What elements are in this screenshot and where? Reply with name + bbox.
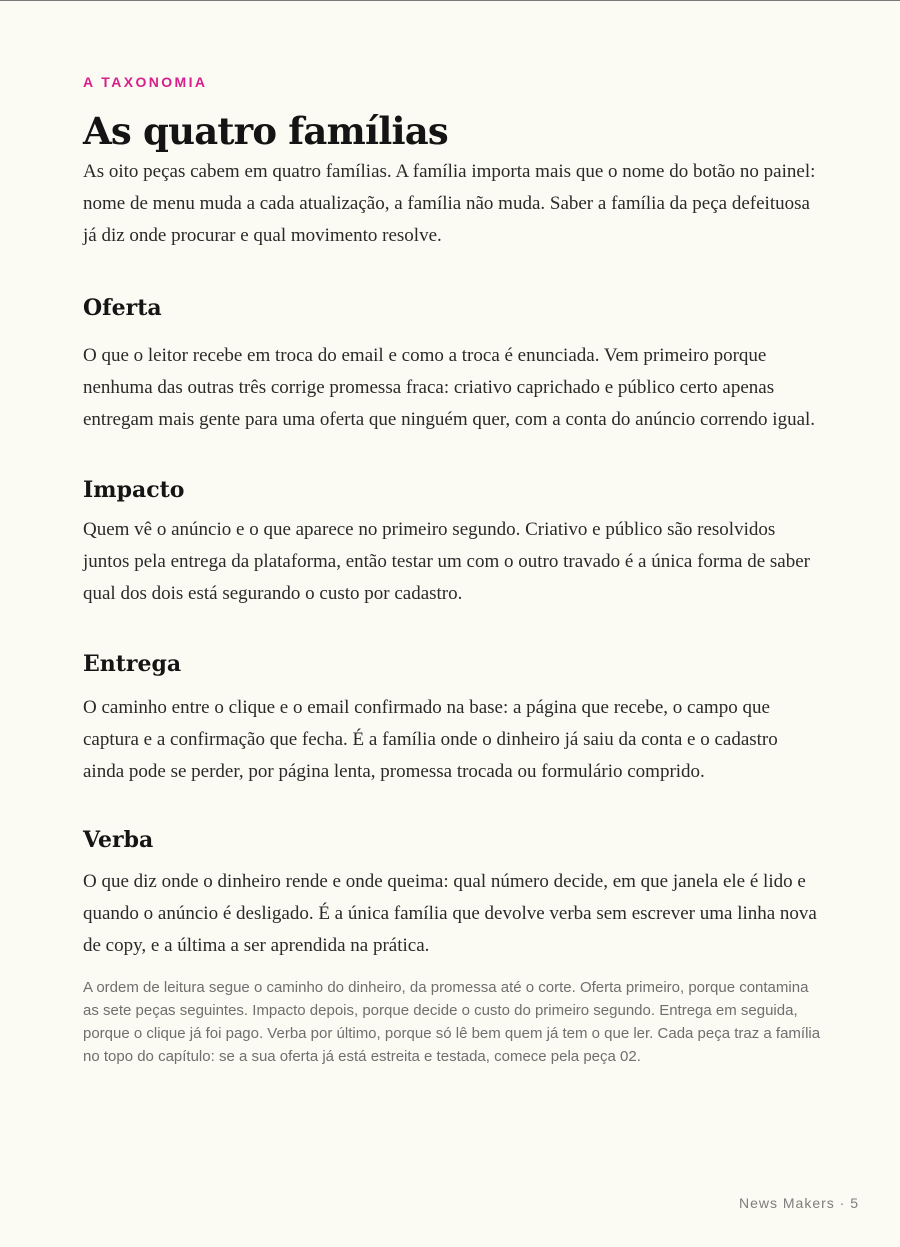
section-eyebrow: A TAXONOMIA: [83, 74, 208, 90]
section-body-impacto: Quem vê o anúncio e o que aparece no primeiro segundo. Criativo e público são resolvidos juntos pela entrega da plataforma, então testar um com o outro travado é a única forma de saber qual dos dois está segurando o custo por cadastro.: [83, 519, 810, 604]
section-heading-impacto: Impacto: [83, 477, 185, 503]
section-body-verba: O que diz onde o dinheiro rende e onde queima: qual número decide, em que janela ele é lido e quando o anúncio é desligado. É a única família que devolve verba sem escrever uma linha nova de copy, e a última a ser aprendida na prática.: [83, 871, 817, 956]
section-heading-verba: Verba: [83, 827, 154, 853]
top-rule: [0, 0, 900, 1]
reading-order-note: A ordem de leitura segue o caminho do dinheiro, da promessa até o corte. Oferta primeiro, porque contamina as sete peças seguintes. Impacto depois, porque decide o custo do primeiro segundo. Entrega em seguida, porque o clique já foi pago. Verba por último, porque só lê bem quem já tem o que ler. Cada peça traz a família no topo do capítulo: se a sua oferta já está estreita e testada, comece pela peça 02.: [83, 979, 821, 1065]
section-body-oferta: O que o leitor recebe em troca do email e como a troca é enunciada. Vem primeiro porque nenhuma das outras três corrige promessa fraca: criativo caprichado e público certo apenas entregam mais gente para uma oferta que ninguém quer, com a conta do anúncio correndo igual.: [83, 345, 816, 430]
section-body-entrega: O caminho entre o clique e o email confirmado na base: a página que recebe, o campo que captura e a confirmação que fecha. É a família onde o dinheiro já saiu da conta e o cadastro ainda pode se perder, por página lenta, promessa trocada ou formulário comprido.: [83, 697, 778, 782]
section-heading-entrega: Entrega: [83, 651, 182, 677]
page-footer: News Makers · 5: [738, 1195, 859, 1211]
section-heading-oferta: Oferta: [83, 295, 162, 321]
page-title: As quatro famílias: [83, 109, 448, 153]
intro-paragraph: As oito peças cabem em quatro famílias. A família importa mais que o nome do botão no painel: nome de menu muda a cada atualização, a família não muda. Saber a família da peça defeituosa já diz onde procurar e qual movimento resolve.: [83, 161, 816, 246]
page-content: [83, 72, 823, 1068]
